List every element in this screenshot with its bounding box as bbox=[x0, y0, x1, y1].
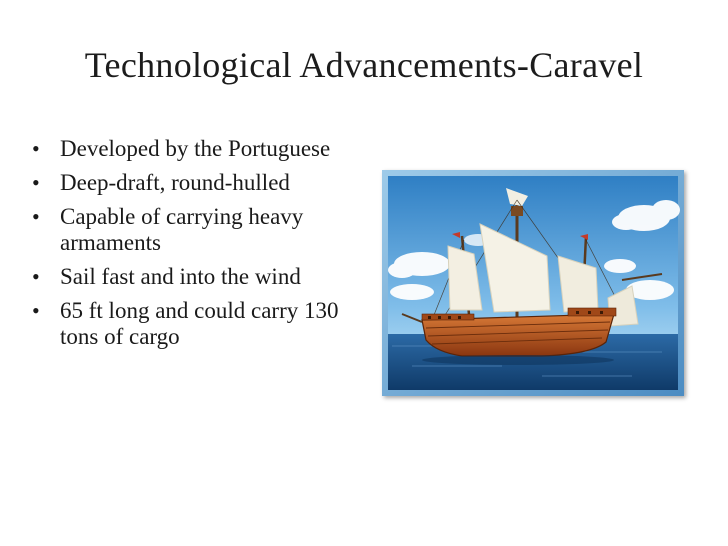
bullet-text: Capable of carrying heavy armaments bbox=[60, 204, 304, 255]
bullet-icon: • bbox=[32, 170, 40, 195]
bullet-item bbox=[32, 298, 362, 350]
bullet-text: Developed by the Portuguese bbox=[60, 136, 331, 161]
caravel-ship-photo bbox=[382, 170, 684, 396]
bullet-list bbox=[32, 136, 362, 358]
slide-title: Technological Advancements-Caravel bbox=[84, 45, 644, 85]
bullet-item bbox=[32, 170, 362, 196]
bullet-text: Deep-draft, round-hulled bbox=[60, 170, 290, 195]
bullet-icon: • bbox=[32, 136, 40, 161]
bullet-item bbox=[32, 204, 362, 256]
bullet-item bbox=[32, 264, 362, 290]
bullet-text: 65 ft long and could carry 130 tons of cargo bbox=[60, 298, 339, 349]
caravel-ship-illustration bbox=[382, 170, 684, 396]
bullet-icon: • bbox=[32, 264, 40, 289]
bullet-icon: • bbox=[32, 204, 40, 229]
bullet-item bbox=[32, 136, 362, 162]
bullet-icon: • bbox=[32, 298, 40, 323]
bullet-text: Sail fast and into the wind bbox=[60, 264, 301, 289]
